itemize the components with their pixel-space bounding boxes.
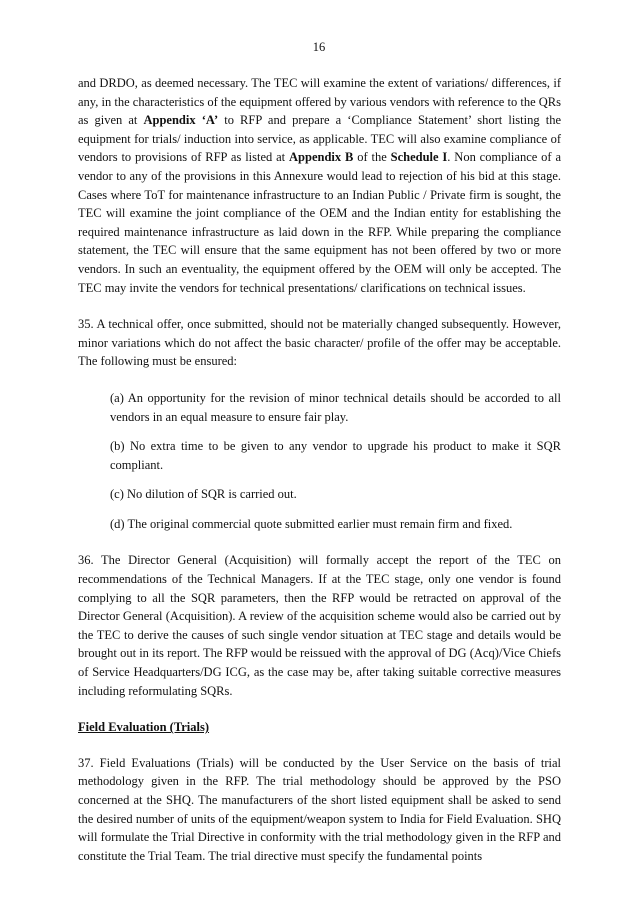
paragraph-continued	[78, 74, 561, 297]
appendix-b-reference: Appendix B	[289, 150, 354, 165]
list-item-c: (c) No dilution of SQR is carried out.	[110, 487, 297, 502]
paragraph-36: 36. The Director General (Acquisition) will formally accept the report of the TEC on recommendations of the Technical Managers. If at the TEC stage, only one vendor is found complying to all the SQR parameters, then the RFP would be retracted on approval of the Director General (Acquisition). A review of the acquisition scheme would also be carried out by the TEC to derive the causes of such single vendor situation at TEC stage and details would be brought out in its report. The RFP would be reissued with the approval of DG (Acq)/Vice Chiefs of Service Headquarters/DG ICG, as the case may be, after taking suitable corrective measures including reformulating SQRs.	[78, 553, 561, 698]
paragraph-text: . Non compliance of a vendor to any of the provisions in this Annexure would lead to rejection of his bid at this stage. Cases where ToT for maintenance infrastructure to an Indian Public / Private firm is sought, the TEC will examine the joint compliance of the OEM and the Indian entity for establishing the required maintenance infrastructure as laid down in the RFP. While preparing the compliance statement, the TEC will ensure that the same equipment has not been offered by two or more vendors. In such an eventuality, the equipment offered by the OEM will only be accepted. The TEC may invite the vendors for technical presentations/ clarifications on technical issues.	[78, 150, 561, 295]
list-item-b: (b) No extra time to be given to any vendor to upgrade his product to make it SQR compliant.	[110, 439, 561, 472]
page-content	[78, 74, 561, 865]
schedule-reference: Schedule I	[390, 150, 448, 165]
paragraph-35: 35. A technical offer, once submitted, should not be materially changed subsequently. However, minor variations which do not affect the basic character/ profile of the offer may be acceptable. The following must be ensured:	[78, 317, 561, 369]
paragraph-text: of the	[353, 150, 391, 165]
section-heading: Field Evaluation (Trials)	[78, 720, 210, 735]
appendix-a-reference: Appendix ‘A’	[143, 113, 219, 128]
page-number: 16	[312, 40, 326, 54]
list-item-d: (d) The original commercial quote submitted earlier must remain firm and fixed.	[110, 516, 513, 531]
paragraph-37: 37. Field Evaluations (Trials) will be conducted by the User Service on the basis of trial methodology given in the RFP. The trial methodology should be approved by the PSO concerned at the SHQ. The manufacturers of the short listed equipment shall be asked to send the desired number of units of the equipment/weapon system to India for Field Evaluation. SHQ will formulate the Trial Directive in conformity with the trial methodology given in the RFP and constitute the Trial Team. The trial directive must specify the fundamental points	[78, 755, 561, 863]
list-item-a: (a) An opportunity for the revision of minor technical details should be accorded to all vendors in an equal measure to ensure fair play.	[110, 390, 561, 424]
paragraph-text: to RFP and prepare a ‘Compliance Statement’ short listing the equipment for trials/ induction into service, as applicable. TEC will also examine compliance of vendors to provisions of RFP as listed at	[78, 113, 561, 165]
paragraph-text: and DRDO, as deemed necessary. The TEC will examine the extent of variations/ differences, if any, in the characteristics of the equipment offered by various vendors with reference to the QRs as given at	[78, 76, 561, 128]
